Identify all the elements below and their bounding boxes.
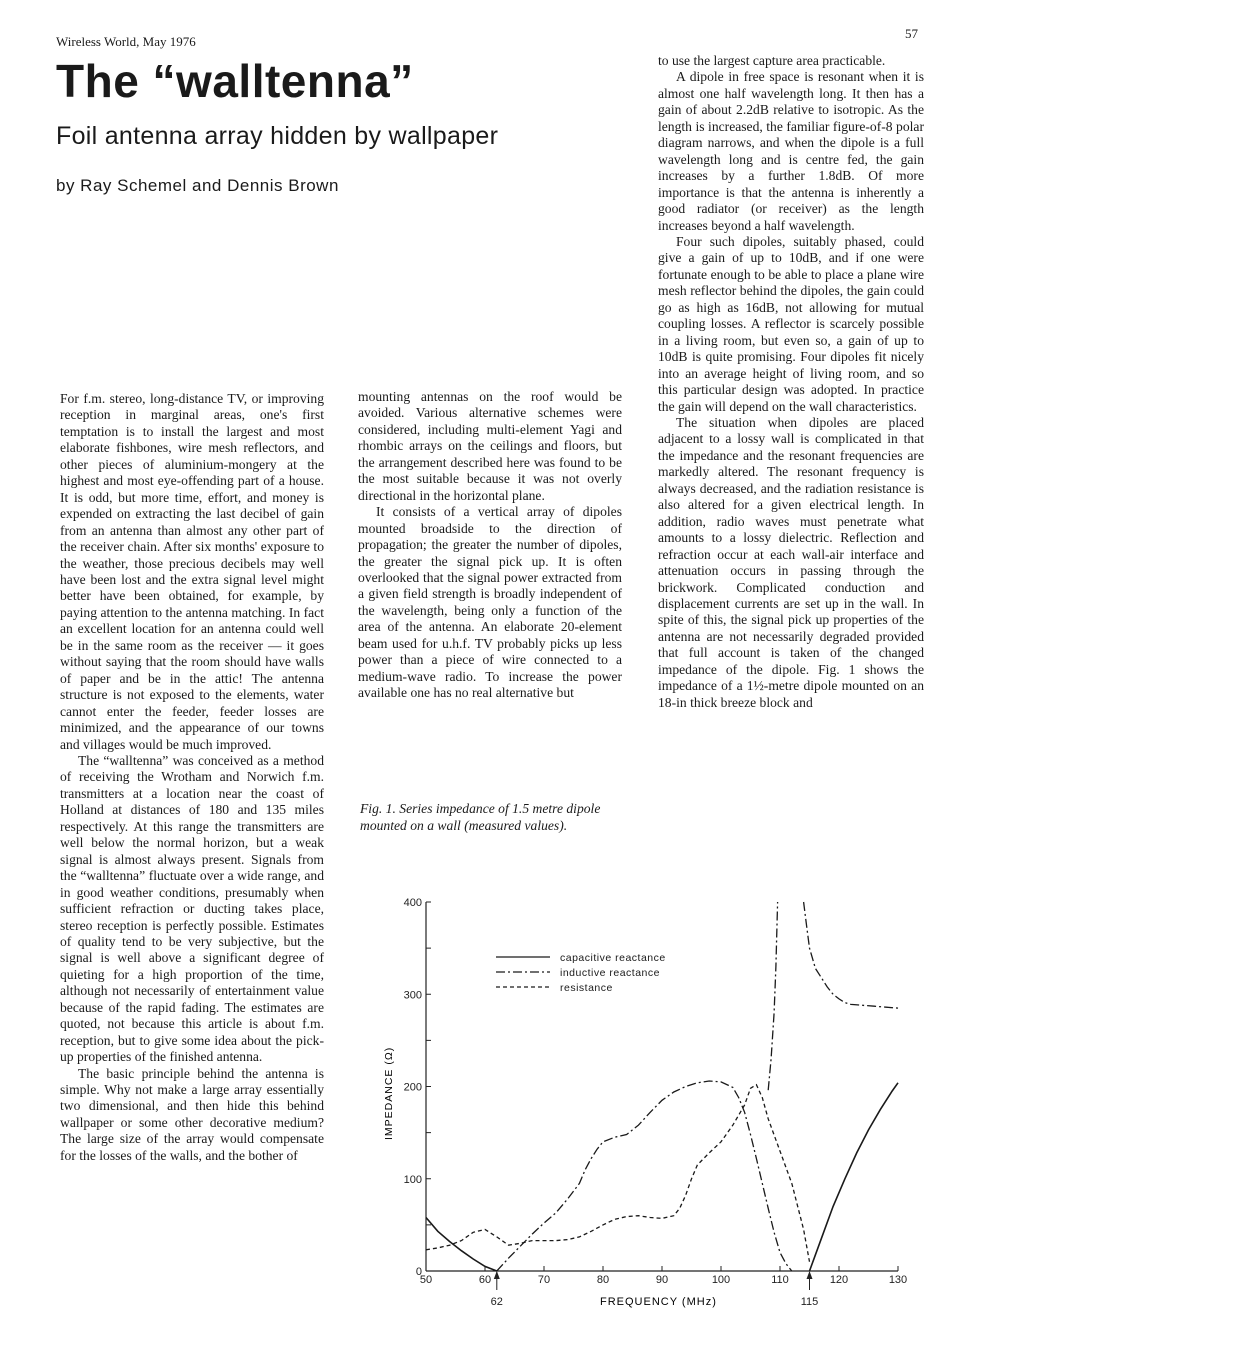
series-inductive-reactance (768, 902, 777, 1090)
article-title: The “walltenna” (56, 55, 414, 107)
paragraph: The “walltenna” was conceived as a method of receiving the Wrotham and Norwich f.m. transmitters at a location near the coast of Holland at distances of 180 and 135 miles respectively. At this range the transmitters are well below the normal horizon, but a weak signal is almost always present. Signals from the “walltenna” fluctuate over a wide range, and in good weather conditions, presumably when sufficient refraction or ducting takes place, stereo reception is perfectly possible. Estimates of quality tend to be very subjective, but the signal is well above a significant degree of quieting for a high proportion of the time, although not necessarily of entertainment value because of the rapid fading. The estimates are quoted, not because this article is about f.m. reception, but to give some idea about the pick-up properties of the finished antenna. (60, 752, 324, 1065)
series-resistance (426, 1085, 810, 1262)
paragraph: mounting antennas on the roof would be avoided. Various alternative schemes were considered, including multi-element Yagi and rhombic arrays on the ceilings and floors, but the arrangement described here was found to be the most suitable because it was not overly directional in the horizontal plane. (358, 389, 622, 503)
y-tick-label: 100 (403, 1173, 422, 1186)
series-inductive-reactance (497, 1081, 792, 1271)
x-axis-label: FREQUENCY (MHz) (600, 1296, 717, 1308)
y-axis-label: IMPEDANCE (Ω) (383, 1046, 395, 1140)
x-tick-label: 110 (771, 1274, 789, 1286)
y-tick-label: 0 (415, 1266, 422, 1278)
x-tick-label: 90 (655, 1274, 669, 1286)
series-capacitive-reactance (810, 1083, 899, 1271)
paragraph: The basic principle behind the antenna is simple. Why not make a large array essentially two dimensional, and then hide this behind wallpaper or some other decorative medium? The large size of the array would compensate for the losses of the walls, and the bother of (60, 1065, 324, 1163)
frequency-marker-arrow (494, 1271, 500, 1279)
paragraph: A dipole in free space is resonant when it is almost one half wavelength long. It then has a gain of about 2.2dB relative to isotropic. As the length is increased, the familiar figure-of-8 polar diagram narrows, and when the dipole is a full wavelength long and is centre fed, the gain increases by a further 1.8dB. Of more importance is that the antenna is inherently a good radiator (or receiver) as the length increases beyond a half wavelength. (658, 69, 924, 233)
legend-label: resistance (560, 982, 613, 994)
x-tick-label: 130 (888, 1274, 908, 1286)
paragraph: to use the largest capture area practicable. (658, 53, 886, 68)
frequency-marker-arrow (807, 1271, 813, 1279)
y-tick-label: 200 (403, 1081, 422, 1094)
paragraph: The situation when dipoles are placed adjacent to a lossy wall is complicated in that the impedance and the resonant frequencies are markedly altered. The resonant frequency is always decreased, and the radiation resistance is also altered for a given electrical length. In addition, radio waves must penetrate what amounts to a lossy dielectric. Reflection and refraction occur at each wall-air interface and attenuation occurs in passing through the brickwork. Complicated conduction and displacement currents are set up in the wall. In spite of this, the signal pick up properties of the antenna are not necessarily degraded provided that full account is taken of the changed impedance of the dipole. Fig. 1 shows the impedance of a 1½-metre dipole mounted on an 18-in thick breeze block and (658, 414, 924, 710)
x-tick-label: 80 (596, 1274, 610, 1286)
legend-label: inductive reactance (560, 967, 660, 979)
byline: by Ray Schemel and Dennis Brown (56, 176, 339, 195)
x-tick-label: 50 (419, 1274, 433, 1286)
chart-legend (496, 952, 666, 994)
x-tick-label: 120 (829, 1274, 849, 1286)
page-number: 57 (905, 26, 918, 41)
frequency-marker-label: 115 (800, 1296, 819, 1308)
x-tick-label: 60 (478, 1274, 492, 1286)
running-header: Wireless World, May 1976 (56, 34, 196, 49)
x-tick-label: 70 (537, 1274, 551, 1286)
y-tick-label: 400 (403, 897, 422, 909)
x-tick-label: 100 (711, 1274, 731, 1286)
series-inductive-reactance (804, 902, 898, 1008)
figure-caption: Fig. 1. Series impedance of 1.5 metre dipole mounted on a wall (measured values). (360, 801, 601, 833)
paragraph: For f.m. stereo, long-distance TV, or improving reception in marginal areas, one's first temptation is to install the largest and most elaborate fishbones, wire mesh reflectors, and other pieces of aluminium-mongery at the highest and most eye-offending part of a house. It is odd, but more time, effort, and money is expended on extracting the last decibel of gain from an antenna than almost any other part of the receiver chain. After six months' exposure to the weather, those precious decibels may well have been lost and the extra signal level might better have been obtained, for example, by paying attention to the antenna matching. In fact an excellent location for an antenna could well be in the same room as the receiver — it goes without saying that the room should have walls of paper and be in the attic! The antenna structure is not exposed to the elements, water cannot enter the feeder, feeder losses are minimized, and the appearance of our towns and villages would be much improved. (60, 391, 324, 752)
paragraph: It consists of a vertical array of dipoles mounted broadside to the direction of propagation; the greater the number of dipoles, the greater the signal pick up. It is often overlooked that the signal power extracted from a given field strength is broadly independent of the wavelength, being only a function of the area of the antenna. An elaborate 20-element beam used for u.h.f. TV probably picks up less power than a piece of wire connected to a medium-wave radio. To increase the power available one has no real alternative but (358, 504, 622, 701)
paragraph: Four such dipoles, suitably phased, could give a gain of up to 10dB, and if one were fortunate enough to be able to place a plane wire mesh reflector behind the dipoles, the gain could go as high as 16dB, not allowing for mutual coupling losses. A reflector is scarcely possible in a living room, but even so, a gain of up to 10dB is quite promising. Four dipoles fit nicely into an average height of living room, and so this particular design was adopted. In practice the gain will depend on the wall characteristics. (658, 233, 924, 414)
y-tick-label: 300 (403, 989, 422, 1002)
legend-label: capacitive reactance (560, 952, 666, 964)
article-subtitle: Foil antenna array hidden by wallpaper (56, 122, 499, 150)
series-capacitive-reactance (426, 1218, 497, 1272)
frequency-marker-label: 62 (490, 1296, 503, 1308)
